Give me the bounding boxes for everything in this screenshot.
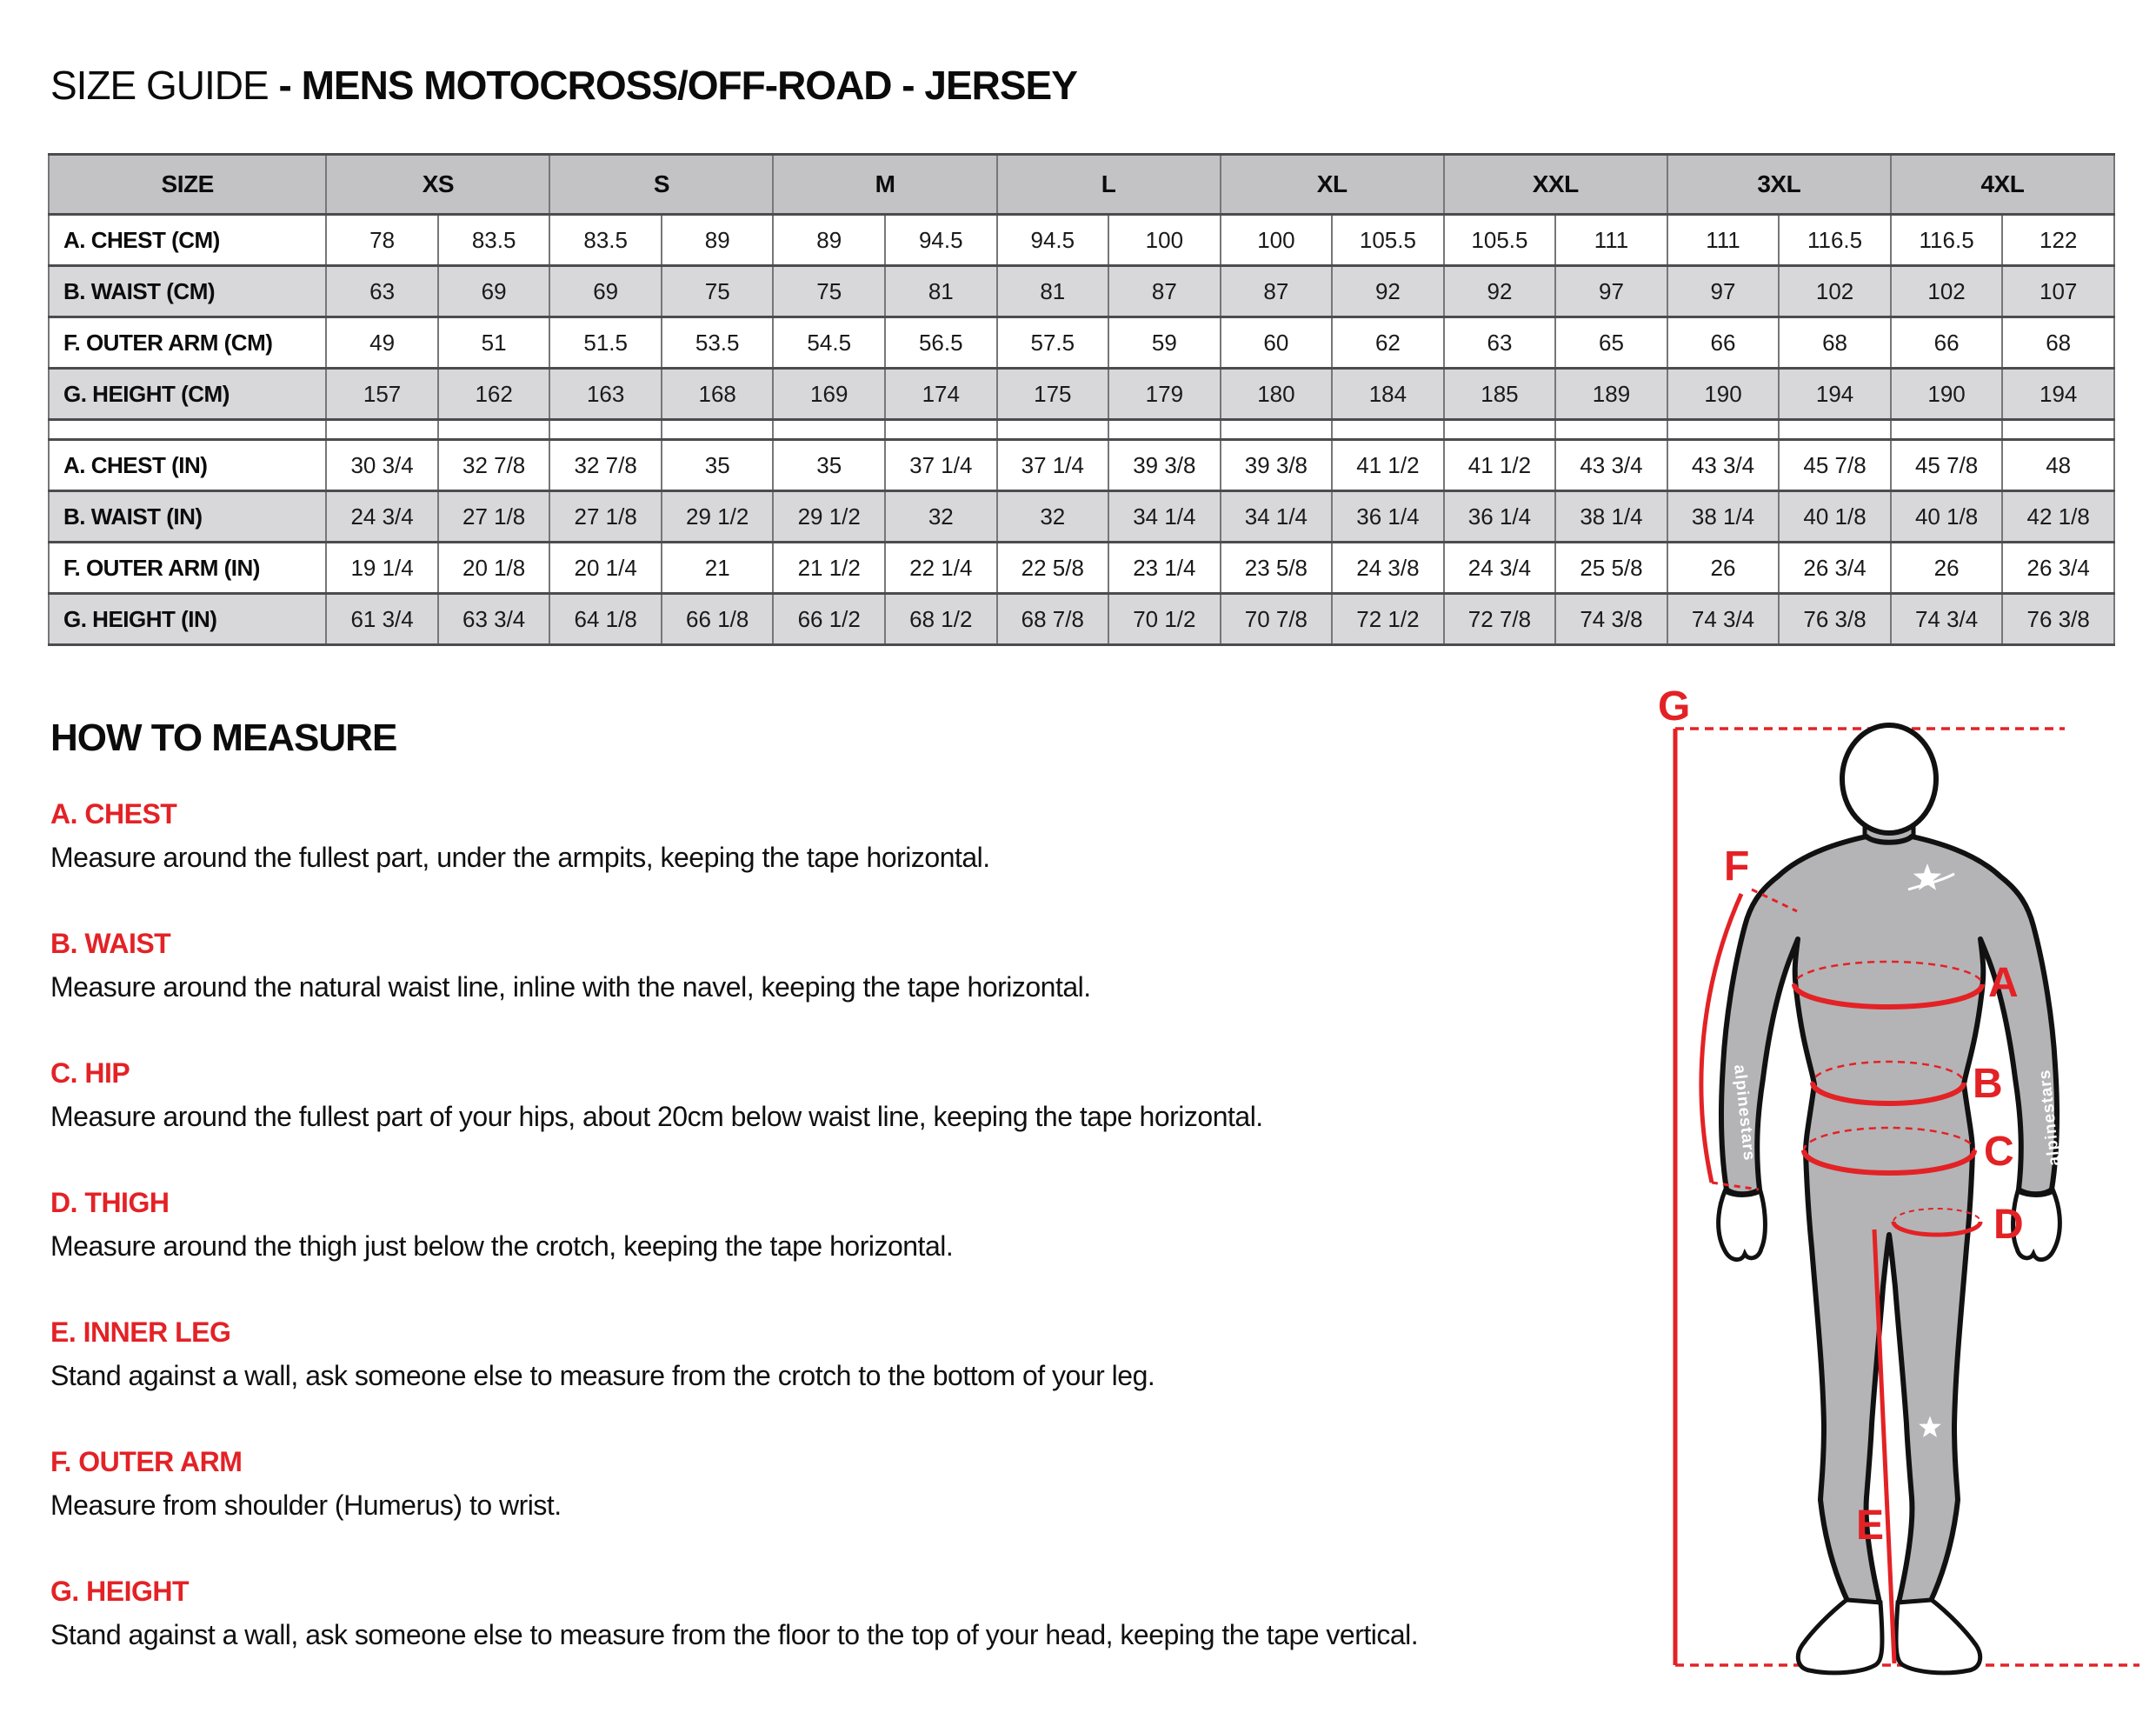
size-value-cell: 116.5: [1779, 215, 1891, 266]
measure-heading: E. INNER LEG: [50, 1316, 231, 1348]
size-value-cell: 37 1/4: [997, 440, 1109, 491]
size-value-cell: 20 1/8: [438, 543, 550, 594]
size-value-cell: 51: [438, 317, 550, 369]
size-value-cell: 105.5: [1444, 215, 1556, 266]
measure-description: Measure around the thigh just below the crotch, keeping the tape horizontal.: [50, 1230, 954, 1262]
left-forearm-brand-text: alpinestars: [1730, 1063, 1759, 1163]
size-value-cell: 63: [326, 266, 438, 317]
size-value-cell: 41 1/2: [1444, 440, 1556, 491]
size-value-cell: 40 1/8: [1891, 491, 2003, 543]
measure-description: Stand against a wall, ask someone else to measure from the crotch to the bottom of your leg.: [50, 1360, 1155, 1391]
size-value-cell: 34 1/4: [1108, 491, 1221, 543]
size-value-cell: 38 1/4: [1667, 491, 1780, 543]
measure-heading: C. HIP: [50, 1057, 130, 1089]
table-row: [49, 215, 2114, 266]
measure-heading: G. HEIGHT: [50, 1576, 190, 1607]
size-value-cell: 163: [549, 369, 662, 420]
measure-description: Measure around the fullest part of your hips, about 20cm below waist line, keeping the tape horizontal.: [50, 1101, 1263, 1132]
size-value-cell: 87: [1108, 266, 1221, 317]
size-value-cell: 72 1/2: [1332, 594, 1444, 645]
size-value-cell: 22 1/4: [885, 543, 997, 594]
spacer-cell: [997, 420, 1109, 440]
size-value-cell: 174: [885, 369, 997, 420]
spacer-cell: [1891, 420, 2003, 440]
size-value-cell: 25 5/8: [1555, 543, 1667, 594]
size-value-cell: 60: [1221, 317, 1333, 369]
outer-arm-label: F: [1724, 843, 1750, 890]
size-value-cell: 92: [1332, 266, 1444, 317]
size-value-cell: 184: [1332, 369, 1444, 420]
spacer-cell: [1332, 420, 1444, 440]
inner-leg-label: E: [1856, 1503, 1885, 1549]
size-value-cell: 74 3/4: [1667, 594, 1780, 645]
page-title-bold: - MENS MOTOCROSS/OFF-ROAD - JERSEY: [278, 63, 1077, 108]
measure-description: Measure around the fullest part, under the armpits, keeping the tape horizontal.: [50, 842, 990, 873]
size-value-cell: 81: [997, 266, 1109, 317]
size-value-cell: 21: [662, 543, 774, 594]
size-value-cell: 32 7/8: [438, 440, 550, 491]
measure-description: Stand against a wall, ask someone else to measure from the floor to the top of your head, keeping the tape vertical.: [50, 1619, 1419, 1650]
size-value-cell: 49: [326, 317, 438, 369]
table-spacer-row: [49, 420, 2114, 440]
size-value-cell: 185: [1444, 369, 1556, 420]
size-value-cell: 32: [885, 491, 997, 543]
size-value-cell: 63: [1444, 317, 1556, 369]
spacer-cell: [1108, 420, 1221, 440]
size-value-cell: 168: [662, 369, 774, 420]
size-value-cell: 41 1/2: [1332, 440, 1444, 491]
size-value-cell: 169: [773, 369, 885, 420]
size-value-cell: 66: [1667, 317, 1780, 369]
figure-left-foot: [1798, 1600, 1882, 1673]
size-column-header: M: [773, 155, 996, 215]
measure-heading: A. CHEST: [50, 798, 177, 830]
measure-section: [50, 1316, 1650, 1392]
size-value-cell: 29 1/2: [662, 491, 774, 543]
measure-section: [50, 1187, 1650, 1263]
how-to-measure-title: HOW TO MEASURE: [50, 716, 397, 759]
size-value-cell: 100: [1221, 215, 1333, 266]
size-value-cell: 194: [2002, 369, 2114, 420]
size-column-header: 3XL: [1667, 155, 1891, 215]
size-column-header: XS: [326, 155, 549, 215]
size-value-cell: 175: [997, 369, 1109, 420]
measure-section: [50, 1057, 1650, 1133]
size-value-cell: 105.5: [1332, 215, 1444, 266]
size-value-cell: 23 1/4: [1108, 543, 1221, 594]
size-value-cell: 42 1/8: [2002, 491, 2114, 543]
spacer-cell: [885, 420, 997, 440]
size-value-cell: 27 1/8: [438, 491, 550, 543]
size-value-cell: 43 3/4: [1555, 440, 1667, 491]
measure-description: Measure from shoulder (Humerus) to wrist.: [50, 1489, 562, 1521]
table-row: [49, 317, 2114, 369]
table-row: [49, 440, 2114, 491]
size-value-cell: 34 1/4: [1221, 491, 1333, 543]
size-value-cell: 26 3/4: [1779, 543, 1891, 594]
size-value-cell: 162: [438, 369, 550, 420]
measure-section: [50, 1576, 1650, 1651]
size-value-cell: 83.5: [549, 215, 662, 266]
spacer-cell: [326, 420, 438, 440]
size-value-cell: 39 3/8: [1108, 440, 1221, 491]
spacer-cell: [1667, 420, 1780, 440]
spacer-cell: [1221, 420, 1333, 440]
size-value-cell: 35: [773, 440, 885, 491]
size-value-cell: 59: [1108, 317, 1221, 369]
size-value-cell: 66: [1891, 317, 2003, 369]
size-value-cell: 87: [1221, 266, 1333, 317]
size-value-cell: 66 1/2: [773, 594, 885, 645]
size-value-cell: 102: [1779, 266, 1891, 317]
table-row: [49, 594, 2114, 645]
size-value-cell: 22 5/8: [997, 543, 1109, 594]
size-value-cell: 68 7/8: [997, 594, 1109, 645]
size-value-cell: 68: [2002, 317, 2114, 369]
size-value-cell: 56.5: [885, 317, 997, 369]
size-value-cell: 69: [438, 266, 550, 317]
size-column-header: L: [997, 155, 1221, 215]
size-value-cell: 36 1/4: [1332, 491, 1444, 543]
size-column-header: 4XL: [1891, 155, 2114, 215]
page-title-prefix: SIZE GUIDE: [50, 63, 279, 108]
measure-heading: B. WAIST: [50, 928, 171, 959]
measure-sections: [50, 798, 1650, 1705]
size-value-cell: 37 1/4: [885, 440, 997, 491]
chest-label: A: [1988, 960, 2019, 1006]
spacer-cell: [773, 420, 885, 440]
row-label: B. WAIST (CM): [49, 266, 326, 317]
spacer-cell: [1444, 420, 1556, 440]
size-value-cell: 64 1/8: [549, 594, 662, 645]
size-value-cell: 53.5: [662, 317, 774, 369]
figure-right-foot: [1896, 1600, 1980, 1673]
size-value-cell: 70 1/2: [1108, 594, 1221, 645]
measure-description: Measure around the natural waist line, inline with the navel, keeping the tape horizontal.: [50, 971, 1091, 1003]
size-table-body: [49, 215, 2114, 645]
size-value-cell: 39 3/8: [1221, 440, 1333, 491]
size-value-cell: 97: [1667, 266, 1780, 317]
spacer-cell: [1779, 420, 1891, 440]
size-value-cell: 48: [2002, 440, 2114, 491]
measure-section: [50, 798, 1650, 874]
table-row: [49, 543, 2114, 594]
size-value-cell: 107: [2002, 266, 2114, 317]
row-label: A. CHEST (CM): [49, 215, 326, 266]
size-value-cell: 194: [1779, 369, 1891, 420]
page-title: [50, 64, 1077, 106]
spacer-cell: [438, 420, 550, 440]
table-row: [49, 491, 2114, 543]
spacer-cell: [1555, 420, 1667, 440]
size-value-cell: 45 7/8: [1891, 440, 2003, 491]
size-value-cell: 100: [1108, 215, 1221, 266]
size-value-cell: 94.5: [997, 215, 1109, 266]
figure-head: [1842, 725, 1936, 833]
row-label: F. OUTER ARM (CM): [49, 317, 326, 369]
row-label: B. WAIST (IN): [49, 491, 326, 543]
size-value-cell: 21 1/2: [773, 543, 885, 594]
spacer-cell: [549, 420, 662, 440]
size-value-cell: 75: [662, 266, 774, 317]
size-value-cell: 116.5: [1891, 215, 2003, 266]
size-column-header: XL: [1221, 155, 1444, 215]
size-value-cell: 111: [1667, 215, 1780, 266]
size-value-cell: 65: [1555, 317, 1667, 369]
size-value-cell: 70 7/8: [1221, 594, 1333, 645]
table-row: [49, 266, 2114, 317]
body-measurement-figure: [1647, 678, 2156, 1724]
measure-section: [50, 928, 1650, 1003]
spacer-cell: [2002, 420, 2114, 440]
size-value-cell: 23 5/8: [1221, 543, 1333, 594]
size-value-cell: 68 1/2: [885, 594, 997, 645]
size-value-cell: 72 7/8: [1444, 594, 1556, 645]
right-forearm-brand-text: alpinestars: [2035, 1068, 2064, 1167]
measure-heading: D. THIGH: [50, 1187, 170, 1218]
size-value-cell: 38 1/4: [1555, 491, 1667, 543]
size-value-cell: 29 1/2: [773, 491, 885, 543]
size-column-header: S: [549, 155, 773, 215]
size-value-cell: 20 1/4: [549, 543, 662, 594]
spacer-cell: [662, 420, 774, 440]
size-value-cell: 179: [1108, 369, 1221, 420]
size-value-cell: 32: [997, 491, 1109, 543]
row-label: F. OUTER ARM (IN): [49, 543, 326, 594]
size-value-cell: 180: [1221, 369, 1333, 420]
size-column-header: XXL: [1444, 155, 1667, 215]
size-value-cell: 32 7/8: [549, 440, 662, 491]
size-value-cell: 83.5: [438, 215, 550, 266]
size-value-cell: 190: [1667, 369, 1780, 420]
size-value-cell: 76 3/8: [2002, 594, 2114, 645]
size-value-cell: 157: [326, 369, 438, 420]
figure-left-hand: [1719, 1191, 1766, 1260]
body-figure-svg: [1647, 678, 2156, 1724]
size-value-cell: 63 3/4: [438, 594, 550, 645]
hip-label: C: [1984, 1129, 2014, 1175]
size-value-cell: 24 3/4: [1444, 543, 1556, 594]
size-value-cell: 27 1/8: [549, 491, 662, 543]
size-value-cell: 43 3/4: [1667, 440, 1780, 491]
size-value-cell: 81: [885, 266, 997, 317]
size-value-cell: 24 3/8: [1332, 543, 1444, 594]
size-value-cell: 92: [1444, 266, 1556, 317]
size-value-cell: 57.5: [997, 317, 1109, 369]
waist-label: B: [1973, 1061, 2003, 1107]
spacer-cell: [49, 420, 326, 440]
size-value-cell: 76 3/8: [1779, 594, 1891, 645]
row-label: G. HEIGHT (IN): [49, 594, 326, 645]
size-value-cell: 122: [2002, 215, 2114, 266]
size-value-cell: 69: [549, 266, 662, 317]
size-value-cell: 54.5: [773, 317, 885, 369]
row-label: G. HEIGHT (CM): [49, 369, 326, 420]
size-value-cell: 189: [1555, 369, 1667, 420]
height-label: G: [1658, 683, 1691, 730]
size-value-cell: 51.5: [549, 317, 662, 369]
size-value-cell: 36 1/4: [1444, 491, 1556, 543]
size-table: [48, 153, 2115, 646]
thigh-label: D: [1993, 1202, 2024, 1248]
size-value-cell: 66 1/8: [662, 594, 774, 645]
size-value-cell: 190: [1891, 369, 2003, 420]
size-value-cell: 26: [1667, 543, 1780, 594]
size-value-cell: 26 3/4: [2002, 543, 2114, 594]
size-value-cell: 61 3/4: [326, 594, 438, 645]
size-value-cell: 30 3/4: [326, 440, 438, 491]
size-value-cell: 89: [773, 215, 885, 266]
size-value-cell: 102: [1891, 266, 2003, 317]
measure-heading: F. OUTER ARM: [50, 1446, 243, 1477]
size-value-cell: 19 1/4: [326, 543, 438, 594]
table-row: [49, 369, 2114, 420]
measure-section: [50, 1446, 1650, 1522]
size-table-header-row: [49, 155, 2114, 215]
size-value-cell: 97: [1555, 266, 1667, 317]
size-header-cell: SIZE: [49, 155, 326, 215]
size-value-cell: 24 3/4: [326, 491, 438, 543]
row-label: A. CHEST (IN): [49, 440, 326, 491]
size-value-cell: 35: [662, 440, 774, 491]
size-value-cell: 111: [1555, 215, 1667, 266]
size-value-cell: 78: [326, 215, 438, 266]
size-value-cell: 89: [662, 215, 774, 266]
size-value-cell: 74 3/4: [1891, 594, 2003, 645]
size-value-cell: 94.5: [885, 215, 997, 266]
size-value-cell: 26: [1891, 543, 2003, 594]
size-value-cell: 74 3/8: [1555, 594, 1667, 645]
size-value-cell: 62: [1332, 317, 1444, 369]
size-value-cell: 45 7/8: [1779, 440, 1891, 491]
size-value-cell: 68: [1779, 317, 1891, 369]
size-value-cell: 75: [773, 266, 885, 317]
size-value-cell: 40 1/8: [1779, 491, 1891, 543]
